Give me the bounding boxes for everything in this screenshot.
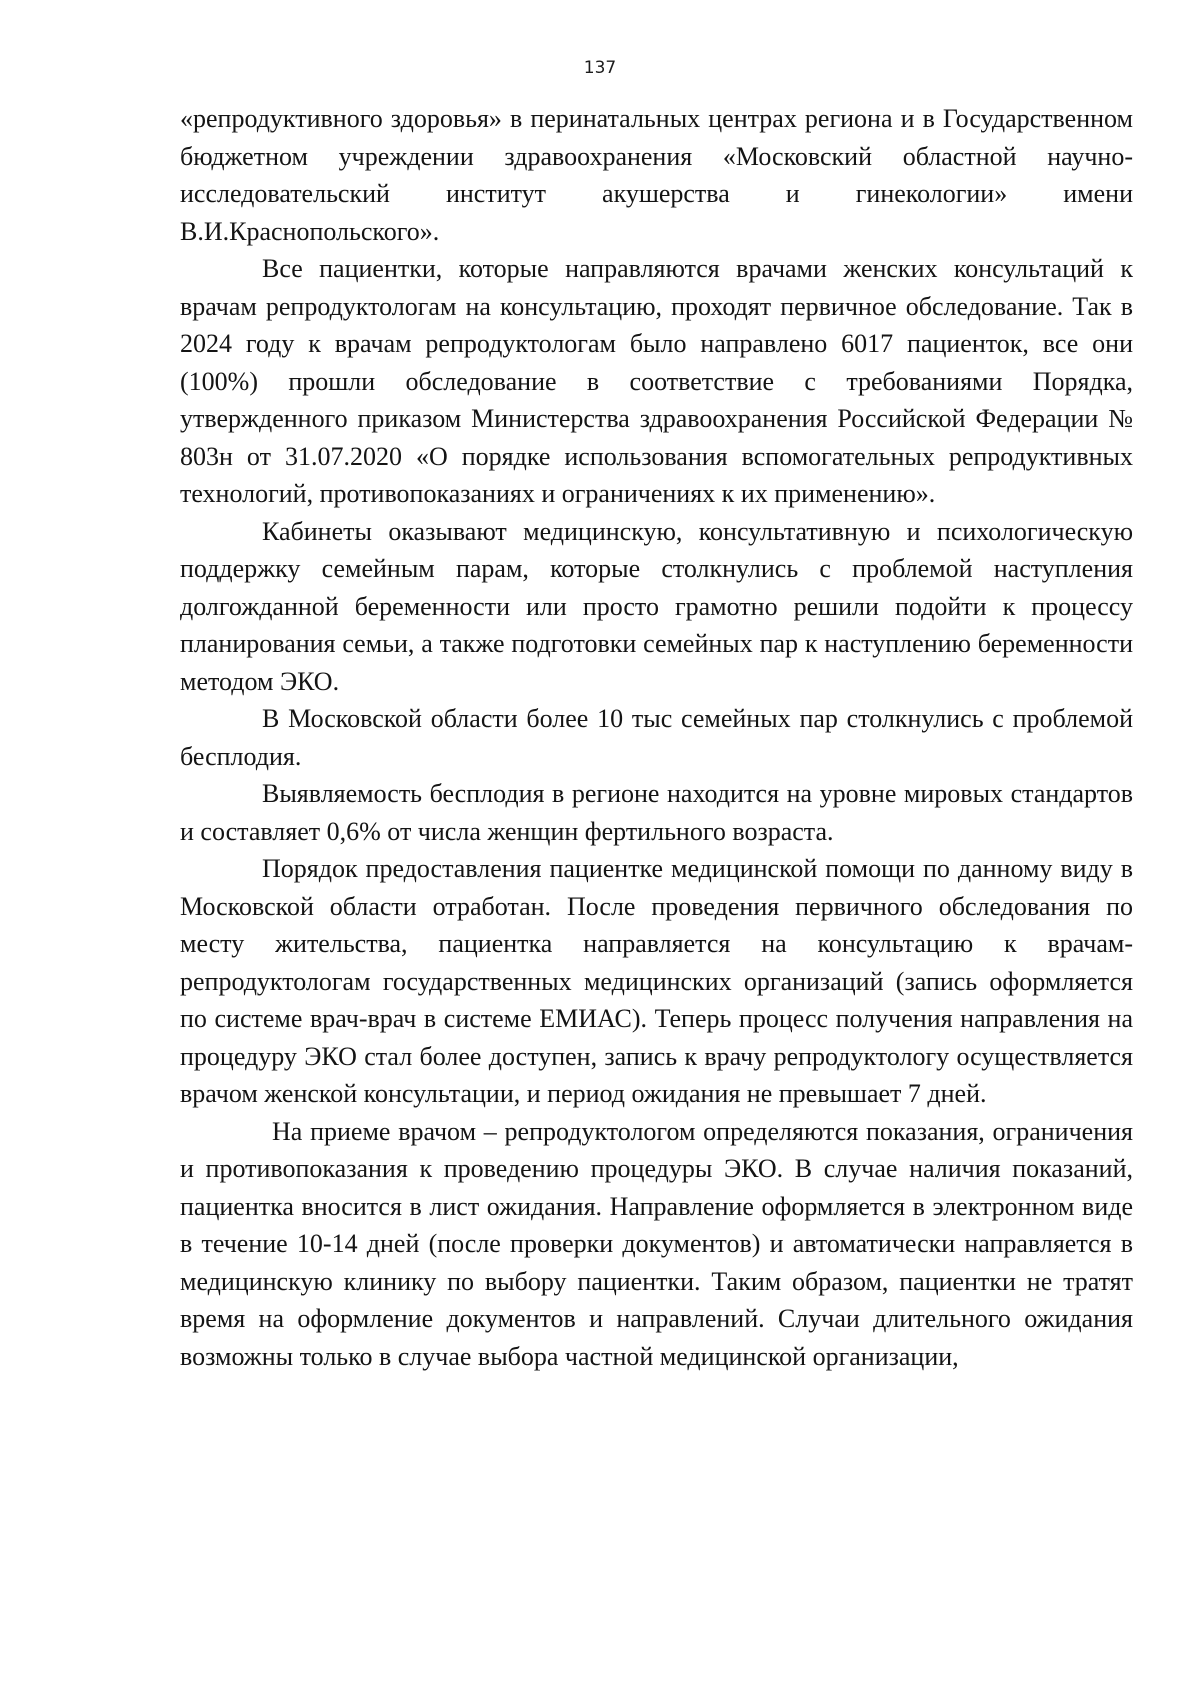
paragraph-offices-support: Кабинеты оказывают медицинскую, консультативную и психологическую поддержку семейным парам, которые столкнулись с проблемой наступления долгожданной беременности или просто грамотно решили подойти к процессу планирования семьи, а также подготовки семейных пар к наступлению беременности методом ЭКО. <box>180 516 1133 696</box>
paragraph-care-procedure: Порядок предоставления пациентке медицинской помощи по данному виду в Московской области отработан. После проведения первичного обследования по месту жительства, пациентка направляется на консультацию к врачам-репродуктологам государственных медицинских организаций (запись оформляется по системе врач-врач в системе ЕМИАС). Теперь процесс получения направления на процедуру ЭКО стал более доступен, запись к врачу репродуктологу осуществляется врачом женской консультации, и период ожидания не превышает 7 дней. <box>180 854 1133 1108</box>
paragraph-infertility-couples: В Московской области более 10 тыс семейных пар столкнулись с проблемой бесплодия. <box>180 704 1133 771</box>
paragraph-doctor-appointment: На приеме врачом – репродуктологом определяются показания, ограничения и противопоказания к проведению процедуры ЭКО. В случае наличия показаний, пациентка вносится в лист ожидания. Направление оформляется в электронном виде в течение 10-14 дней (после проверки документов) и автоматически направляется в медицинскую клинику по выбору пациентки. Таким образом, пациентки не тратят время на оформление документов и направлений. Случаи длительного ожидания возможны только в случае выбора частной медицинской организации, <box>180 1116 1133 1371</box>
paragraph-continuation: «репродуктивного здоровья» в перинатальных центрах региона и в Государственном бюджетном учреждении здравоохранения «Московский областной научно-исследовательский институт акушерства и гинекологии» имени В.И.Краснопольского». <box>180 104 1133 246</box>
page-number: 137 <box>583 58 617 78</box>
document-body <box>180 100 1133 1375</box>
paragraph-referral-examination: Все пациентки, которые направляются врачами женских консультаций к врачам репродуктологам на консультацию, проходят первичное обследование. Так в 2024 году к врачам репродуктологам было направлено 6017 пациенток, все они (100%) прошли обследование в соответствие с требованиями Порядка, утвержденного приказом Министерства здравоохранения Российской Федерации № 803н от 31.07.2020 «О порядке использования вспомогательных репродуктивных технологий, противопоказаниях и ограничениях к их применению». <box>180 254 1133 508</box>
paragraph-detection-rate: Выявляемость бесплодия в регионе находится на уровне мировых стандартов и составляет 0,6% от числа женщин фертильного возраста. <box>180 779 1133 846</box>
